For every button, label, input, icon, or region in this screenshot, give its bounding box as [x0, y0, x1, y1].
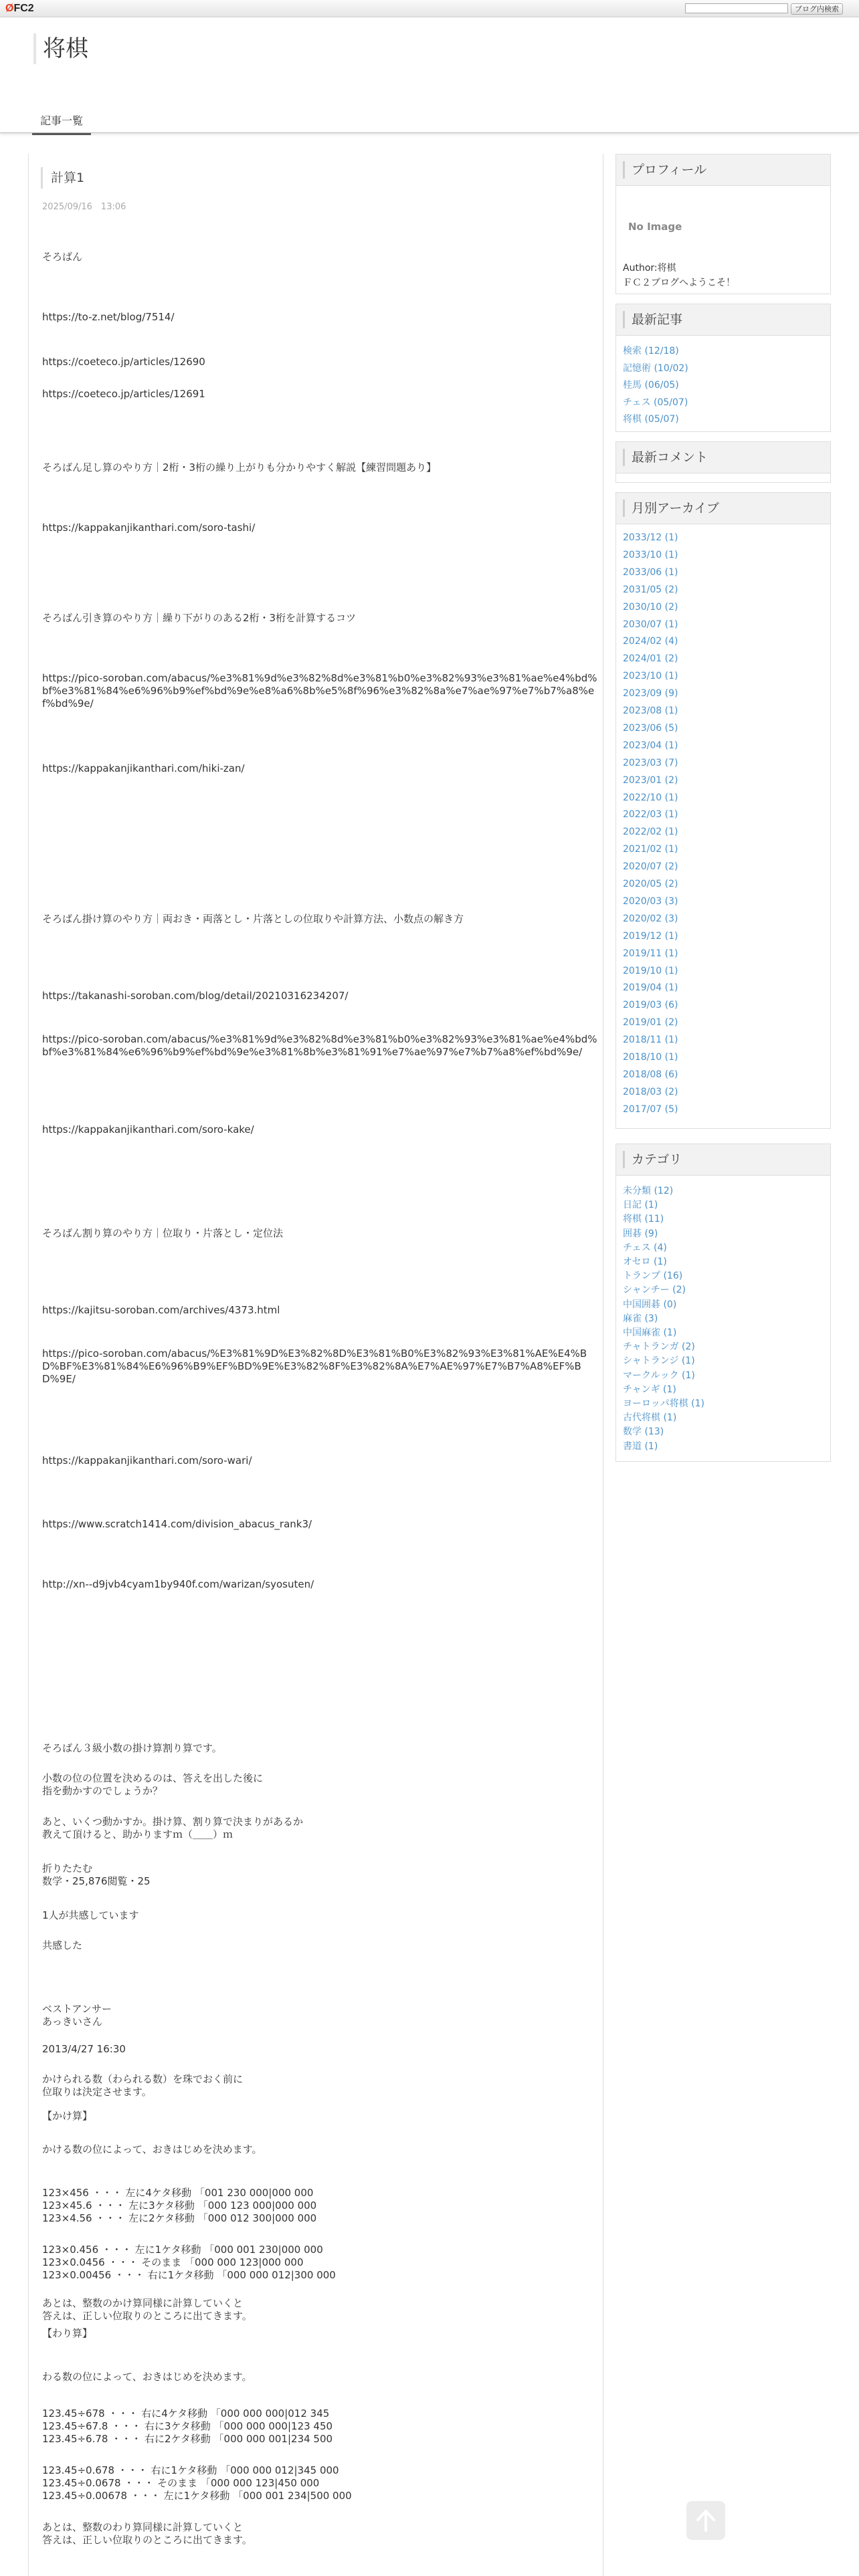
entry-text: そろばん引き算のやり方｜繰り下がりのある2桁・3桁を計算するコツ — [42, 612, 357, 624]
entry-text: 2013/4/27 16:30 — [42, 2043, 126, 2055]
entry-link[interactable]: https://kappakanjikanthari.com/hiki-zan/ — [42, 762, 245, 774]
category-link[interactable]: トランプ (16) — [623, 1271, 683, 1282]
entry-text: そろばん割り算のやり方｜位取り・片落とし・定位法 — [42, 1227, 284, 1239]
archive-month-link[interactable]: 2022/10 (1) — [623, 792, 678, 803]
entry-text: かける数の位によって、おきはじめを決めます。 — [42, 2143, 262, 2155]
profile-panel — [615, 154, 831, 294]
recent-entry-link[interactable]: チェス (05/07) — [623, 397, 688, 408]
category-link[interactable]: 古代将棋 (1) — [623, 1412, 677, 1424]
archive-month-link[interactable]: 2024/01 (2) — [623, 653, 678, 665]
category-link[interactable]: シャトランジ (1) — [623, 1356, 695, 1367]
archives-panel — [615, 492, 831, 1129]
archives-title: 月別アーカイブ — [623, 500, 719, 517]
entry-link[interactable]: http://xn--d9jvb4cyam1by940f.com/warizan/syosuten/ — [42, 1578, 314, 1590]
archive-month-link[interactable]: 2019/04 (1) — [623, 982, 678, 994]
entry-text: 【かけ算】 — [42, 2110, 93, 2122]
category-link[interactable]: 数学 (13) — [623, 1426, 664, 1438]
entry-link[interactable]: https://pico-soroban.com/abacus/%e3%81%9d%e3%82%8d%e3%81%b0%e3%82%93%e3%81%ae%e4%bd%bf%e3%81%84%e6%96%b9%ef%bd%9e%e8%a6%8b%e5%8f%96%e3%82%8a%e7%ae%97%e7%b7%a8%ef%bd%9e/ — [42, 672, 597, 710]
categories-title: カテゴリ — [623, 1151, 682, 1168]
archive-month-link[interactable]: 2030/07 (1) — [623, 619, 678, 630]
site-title[interactable]: 将棋 — [33, 33, 88, 64]
entry-text: あとは、整数のわり算同様に計算していくと 答えは、正しい位取りのところに出てきます。 — [42, 2521, 252, 2546]
blog-search-button[interactable]: ブログ内検索 — [791, 3, 843, 15]
archive-month-link[interactable]: 2030/10 (2) — [623, 601, 678, 613]
recent-entry-link[interactable]: 将棋 (05/07) — [623, 414, 679, 425]
archive-month-link[interactable]: 2023/01 (2) — [623, 774, 678, 786]
nav-article-list-link[interactable]: 記事一覧 — [32, 110, 91, 135]
categories-panel — [615, 1144, 831, 1462]
entry-text: そろばん足し算のやり方｜2桁・3桁の繰り上がりも分かりやすく解説【練習問題あり】 — [42, 461, 437, 473]
archive-month-link[interactable]: 2018/03 (2) — [623, 1086, 678, 1097]
archive-month-link[interactable]: 2023/09 (9) — [623, 688, 678, 700]
entry-link[interactable]: https://pico-soroban.com/abacus/%e3%81%9d%e3%82%8d%e3%81%b0%e3%82%93%e3%81%ae%e4%bd%bf%e3%81%84%e6%96%b9%ef%bd%9e%e3%81%8b%e3%81%91%e7%ae%97%e7%b7%a8%ef%bd%9e/ — [42, 1033, 597, 1058]
page-top-button[interactable] — [686, 2501, 725, 2540]
entry-text: 123.45÷0.678 ・・・ 右に1ケタ移動 「000 000 012|345 000 123.45÷0.0678 ・・・ そのまま 「000 000 123|450 000 123.45÷0.00678 ・・・ 左に1ケタ移動 「000 001 234|500 000 — [42, 2464, 352, 2502]
entry-text: 123×456 ・・・ 左に4ケタ移動 「001 230 000|000 000 123×45.6 ・・・ 左に3ケタ移動 「000 123 000|000 000 123×4.56 ・・・ 左に2ケタ移動 「000 012 300|000 000 — [42, 2187, 317, 2224]
category-link[interactable]: オセロ (1) — [623, 1257, 667, 1267]
recent-entry-link[interactable]: 桂馬 (06/05) — [623, 380, 679, 391]
profile-no-image: No Image — [628, 221, 682, 233]
entry-text: 1人が共感しています — [42, 1909, 139, 1921]
recent-entries-panel — [615, 304, 831, 432]
archive-month-link[interactable]: 2017/07 (5) — [623, 1103, 678, 1115]
categories-header — [616, 1144, 830, 1176]
category-link[interactable]: 書道 (1) — [623, 1440, 658, 1452]
archive-month-link[interactable]: 2033/12 (1) — [623, 532, 678, 543]
archive-month-link[interactable]: 2018/11 (1) — [623, 1035, 678, 1046]
category-link[interactable]: 未分類 (12) — [623, 1186, 674, 1196]
fc2-toolbar — [0, 0, 859, 17]
entry-text: 小数の位の位置を決めるのは、答えを出した後に 指を動かすのでしょうか？ — [42, 1772, 264, 1797]
recent-comments-title: 最新コメント — [623, 449, 708, 466]
archive-month-link[interactable]: 2018/08 (6) — [623, 1069, 678, 1080]
archive-month-link[interactable]: 2019/11 (1) — [623, 948, 678, 959]
main-content — [28, 154, 603, 2576]
archive-month-link[interactable]: 2020/05 (2) — [623, 879, 678, 889]
category-link[interactable]: チェス (4) — [623, 1242, 667, 1253]
archive-month-link[interactable]: 2022/03 (1) — [623, 809, 678, 821]
arrow-up-icon — [696, 2509, 716, 2532]
entry-text: そろばん掛け算のやり方｜両おき・両落とし・片落としの位取りや計算方法、小数点の解き方 — [42, 913, 464, 925]
category-link[interactable]: 麻雀 (3) — [623, 1313, 658, 1324]
archive-month-link[interactable]: 2020/07 (2) — [623, 861, 678, 873]
entry-link[interactable]: https://takanashi-soroban.com/blog/detail/20210316234207/ — [42, 990, 349, 1002]
fc2-logo[interactable]: ØFC2 — [5, 3, 34, 14]
entry-text: かけられる数（わられる数）を珠でおく前に 位取りは決定させます。 — [42, 2073, 244, 2098]
entry-text: 123.45÷678 ・・・ 右に4ケタ移動 「000 000 000|012 345 123.45÷67.8 ・・・ 右に3ケタ移動 「000 000 000|123 450 123.45÷6.78 ・・・ 右に2ケタ移動 「000 000 001|234 500 — [42, 2407, 333, 2445]
recent-entries-header — [616, 304, 830, 336]
entry-link[interactable]: https://www.scratch1414.com/division_abacus_rank3/ — [42, 1518, 312, 1530]
archive-month-link[interactable]: 2019/12 (1) — [623, 930, 678, 942]
entry-text: 共感した — [42, 1939, 83, 1951]
archive-month-link[interactable]: 2033/06 (1) — [623, 566, 678, 578]
category-link[interactable]: チャトランガ (2) — [623, 1341, 695, 1353]
archive-month-link[interactable]: 2020/03 (3) — [623, 895, 678, 907]
entry-link[interactable]: https://to-z.net/blog/7514/ — [42, 311, 175, 323]
global-nav — [0, 106, 859, 133]
entry-link[interactable]: https://kajitsu-soroban.com/archives/4373.html — [42, 1304, 280, 1316]
entry-link[interactable]: https://coeteco.jp/articles/12690 — [42, 356, 205, 368]
entry-link[interactable]: https://kappakanjikanthari.com/soro-kake/ — [42, 1123, 254, 1136]
archive-month-link[interactable]: 2024/02 (4) — [623, 636, 678, 647]
profile-author: Author:将棋 — [623, 263, 676, 274]
entry-text: あとは、整数のかけ算同様に計算していくと 答えは、正しい位取りのところに出てきます。 — [42, 2297, 252, 2322]
archive-month-link[interactable]: 2019/03 (6) — [623, 1000, 678, 1011]
archive-month-link[interactable]: 2023/06 (5) — [623, 722, 678, 734]
entry-text: そろばん — [42, 251, 83, 263]
category-link[interactable]: 日記 (1) — [623, 1200, 658, 1211]
entry-text: わる数の位によって、おきはじめを決めます。 — [42, 2371, 252, 2383]
entry-link[interactable]: https://kappakanjikanthari.com/soro-tashi/ — [42, 522, 256, 534]
category-link[interactable]: 中国麻雀 (1) — [623, 1327, 677, 1338]
recent-entry-link[interactable]: 検索 (12/18) — [623, 346, 679, 356]
archive-month-link[interactable]: 2023/03 (7) — [623, 757, 678, 768]
entry-text: 123×0.456 ・・・ 左に1ケタ移動 「000 001 230|000 000 123×0.0456 ・・・ そのまま 「000 000 123|000 000 123×0.00456 ・・・ 右に1ケタ移動 「000 000 012|300 000 — [42, 2244, 336, 2281]
entry-text: そろばん３級小数の掛け算割り算です。 — [42, 1742, 222, 1754]
recent-comments-panel — [615, 441, 831, 483]
category-link[interactable]: 囲碁 (9) — [623, 1228, 658, 1239]
profile-panel-title: プロフィール — [623, 161, 706, 179]
archive-month-link[interactable]: 2021/02 (1) — [623, 844, 678, 855]
archive-month-link[interactable]: 2019/10 (1) — [623, 965, 678, 976]
category-link[interactable]: 将棋 (11) — [623, 1214, 664, 1225]
recent-entries-title: 最新記事 — [623, 311, 682, 328]
archive-month-link[interactable]: 2018/10 (1) — [623, 1052, 678, 1063]
category-link[interactable]: シャンチー (2) — [623, 1285, 686, 1296]
archive-month-link[interactable]: 2031/05 (2) — [623, 584, 678, 595]
category-link[interactable]: ヨーロッパ将棋 (1) — [623, 1398, 705, 1409]
entry-text: あと、いくつ動かすか。掛け算、割り算で決まりがあるか 教えて頂けると、助かりますｍ（＿＿）ｍ — [42, 1816, 304, 1840]
archive-month-link[interactable]: 2023/10 (1) — [623, 671, 678, 682]
entry-text: ベストアンサー あっきいさん — [42, 2003, 112, 2028]
archives-header — [616, 492, 830, 524]
recent-comments-header — [616, 441, 830, 473]
archive-month-link[interactable]: 2019/01 (2) — [623, 1017, 678, 1029]
entry-title[interactable]: 計算1 — [41, 167, 84, 189]
profile-panel-header — [616, 154, 830, 186]
archive-month-link[interactable]: 2023/08 (1) — [623, 706, 678, 716]
profile-greeting: ＦＣ２ブログへようこそ！ — [623, 278, 735, 288]
entry-link[interactable]: https://coeteco.jp/articles/12691 — [42, 388, 205, 400]
category-link[interactable]: チャンギ (1) — [623, 1384, 676, 1395]
recent-entry-link[interactable]: 記憶術 (10/02) — [623, 362, 688, 374]
archive-month-link[interactable]: 2022/02 (1) — [623, 827, 678, 838]
blog-search-input[interactable] — [685, 3, 788, 13]
archive-month-link[interactable]: 2033/10 (1) — [623, 549, 678, 560]
entry-text: 【わり算】 — [42, 2327, 93, 2339]
entry-link[interactable]: https://pico-soroban.com/abacus/%E3%81%9D%E3%82%8D%E3%81%B0%E3%82%93%E3%81%AE%E4%BD%BF%E3%81%84%E6%96%B9%EF%BD%9E%E3%82%8F%E3%82%8A%E7%AE%97%E7%B7%A8%EF%BD%9E/ — [42, 1348, 587, 1385]
entry-date: 2025/09/16 13:06 — [42, 202, 126, 212]
entry-text: 折りたたむ 数学・25,876閲覧・25 — [42, 1862, 151, 1887]
archive-month-link[interactable]: 2023/04 (1) — [623, 740, 678, 751]
category-link[interactable]: 中国囲碁 (0) — [623, 1299, 677, 1310]
category-link[interactable]: マークルック (1) — [623, 1370, 695, 1381]
archive-month-link[interactable]: 2020/02 (3) — [623, 913, 678, 924]
entry-link[interactable]: https://kappakanjikanthari.com/soro-wari/ — [42, 1455, 252, 1467]
